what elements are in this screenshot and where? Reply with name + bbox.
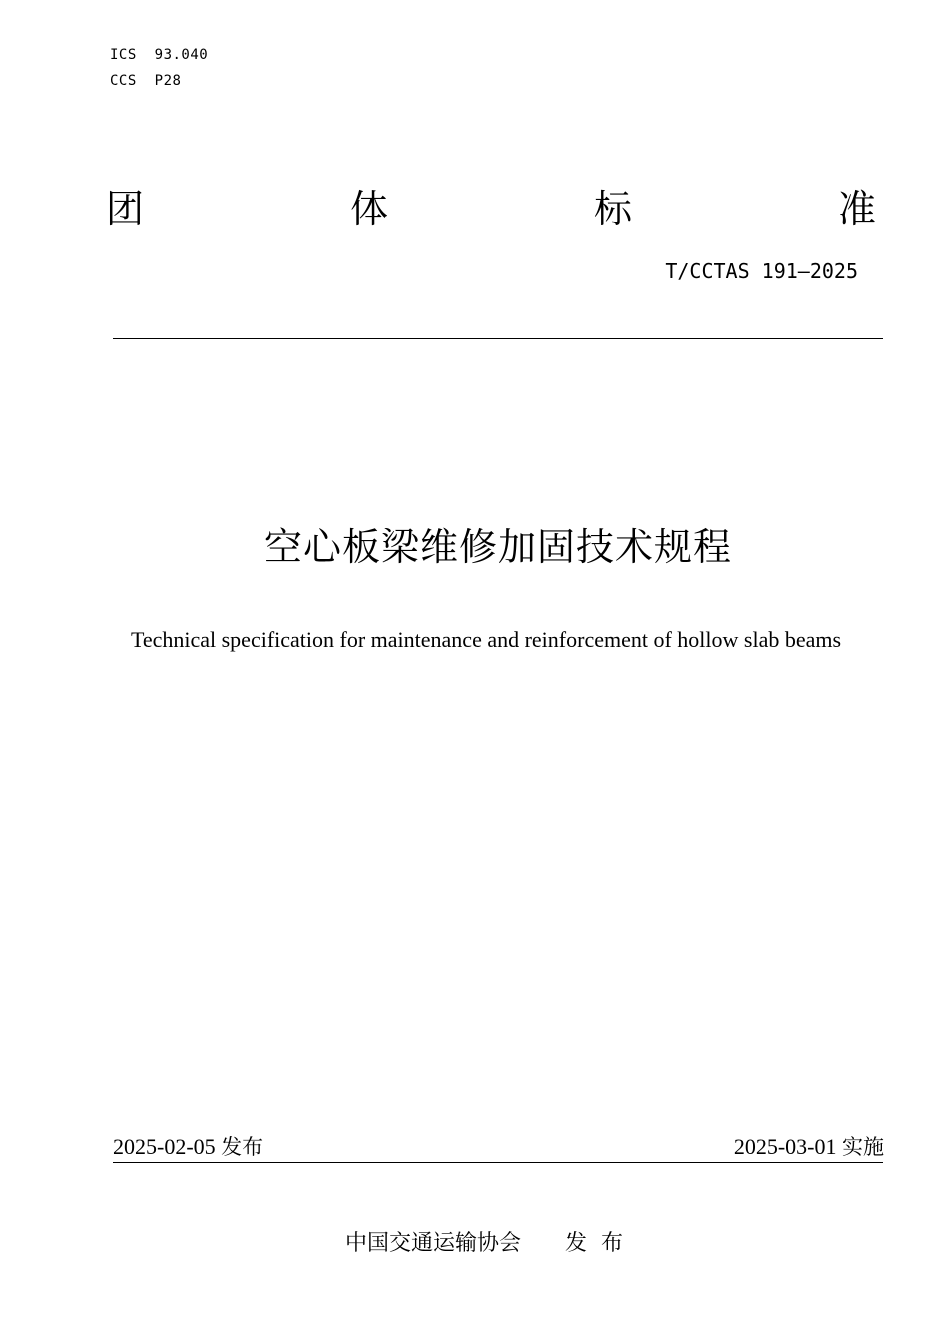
implement-date: 2025-03-01 (733, 1134, 837, 1159)
ccs-code: CCS P28 (110, 73, 182, 89)
issuer-action: 发布 (565, 1231, 638, 1256)
implement-label: 实施 (842, 1135, 884, 1159)
title-chinese: 空心板梁维修加固技术规程 (263, 525, 732, 569)
publish-date: 2025-02-05 (113, 1134, 216, 1159)
title-english: Technical specification for maintenance and reinforcement of hollow slab beams (130, 627, 842, 652)
header-divider (113, 338, 883, 339)
standard-type-char-1: 团 (106, 186, 145, 231)
implement-date-line (734, 1131, 884, 1161)
footer-divider (113, 1162, 883, 1163)
standard-type-heading (106, 180, 876, 230)
issuer-organization: 中国交通运输协会 (345, 1231, 522, 1256)
publish-date-line (113, 1131, 263, 1161)
standard-type-char-4: 准 (837, 186, 876, 231)
standard-code: T/CCTAS 191—2025 (665, 259, 858, 283)
issuer-line (345, 1226, 637, 1257)
standard-type-char-3: 标 (593, 186, 632, 231)
publish-label: 发布 (221, 1135, 264, 1159)
ics-code: ICS 93.040 (110, 47, 209, 63)
standard-type-char-2: 体 (349, 186, 388, 231)
